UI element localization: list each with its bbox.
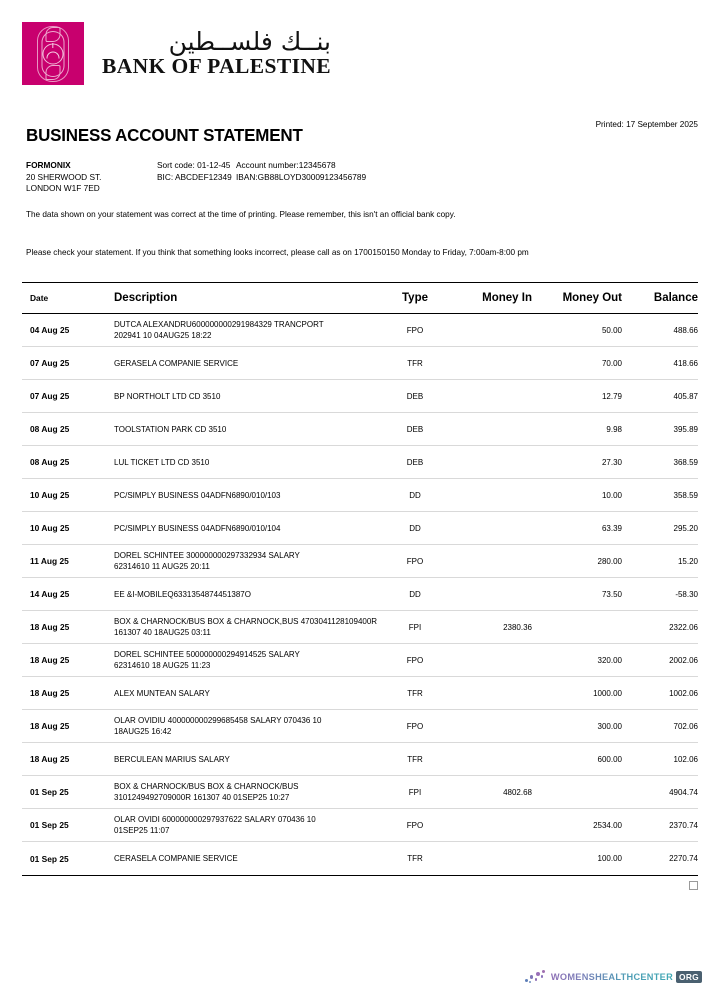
cell-balance: 358.59 xyxy=(673,490,698,500)
logo-emblem-dome-icon xyxy=(47,51,60,58)
column-header-balance: Balance xyxy=(653,292,698,304)
account-details-row-2 xyxy=(157,172,366,184)
cell-balance: 488.66 xyxy=(673,325,698,335)
cell-balance: 2370.74 xyxy=(669,820,698,830)
cell-type: FPO xyxy=(406,721,424,731)
cell-balance: 1002.06 xyxy=(669,688,698,698)
table-row xyxy=(22,446,698,479)
cell-type: FPI xyxy=(408,787,422,797)
cell-description-line1: BOX & CHARNOCK/BUS BOX & CHARNOCK/BUS xyxy=(114,782,299,791)
watermark-dots-icon xyxy=(524,969,550,985)
table-row xyxy=(22,314,698,347)
cell-description xyxy=(106,550,384,572)
cell-description xyxy=(106,523,384,534)
cell-balance: 702.06 xyxy=(673,721,698,731)
table-row xyxy=(22,578,698,611)
table-header-row xyxy=(22,283,698,313)
cell-description-line1: DOREL SCHINTEE 300000000297332934 SALARY xyxy=(114,551,300,560)
cell-description-line1: DUTCA ALEXANDRU600000000291984329 TRANCPORT xyxy=(114,320,324,329)
cell-description xyxy=(106,754,384,765)
bank-logo-mark-icon xyxy=(22,22,84,85)
cell-date: 01 Sep 25 xyxy=(30,853,69,864)
cell-description xyxy=(106,424,384,435)
cell-description-line1: BERCULEAN MARIUS SALARY xyxy=(114,754,230,764)
logo-leaf-bottom-icon xyxy=(46,65,61,80)
cell-date: 18 Aug 25 xyxy=(30,655,70,665)
table-row xyxy=(22,611,698,644)
cell-balance: 405.87 xyxy=(673,391,698,401)
cell-description-line1: TOOLSTATION PARK CD 3510 xyxy=(114,424,227,434)
cell-balance: 2270.74 xyxy=(669,854,698,863)
cell-type: DD xyxy=(409,523,421,533)
cell-money-out: 320.00 xyxy=(597,655,622,665)
site-watermark xyxy=(524,968,702,986)
cell-description-line1: PC/SIMPLY BUSINESS 04ADFN6890/010/103 xyxy=(114,490,281,500)
table-row xyxy=(22,809,698,842)
cell-date: 10 Aug 25 xyxy=(30,523,70,533)
cell-description-line1: DOREL SCHINTEE 500000000294914525 SALARY xyxy=(114,650,300,659)
cell-balance: -58.30 xyxy=(675,589,698,599)
cell-money-out: 1000.00 xyxy=(593,688,622,698)
cell-type: DEB xyxy=(406,457,424,467)
cell-money-out: 10.00 xyxy=(601,490,622,500)
cell-balance: 2322.06 xyxy=(669,622,698,632)
cell-balance: 15.20 xyxy=(677,556,698,566)
table-row xyxy=(22,743,698,776)
cell-balance: 102.06 xyxy=(673,754,698,764)
cell-type: DEB xyxy=(406,424,424,434)
cell-money-out: 27.30 xyxy=(601,457,622,467)
cell-money-out: 63.39 xyxy=(601,523,622,533)
cell-description-line1: BOX & CHARNOCK/BUS BOX & CHARNOCK,BUS 4703041128109400R xyxy=(114,617,378,626)
table-row xyxy=(22,644,698,677)
cell-date: 11 Aug 25 xyxy=(30,556,69,566)
cell-balance: 4904.74 xyxy=(669,787,698,797)
cell-type: DEB xyxy=(406,391,424,401)
watermark-org-badge: ORG xyxy=(676,971,702,982)
cell-type: DD xyxy=(409,589,421,599)
table-row xyxy=(22,545,698,578)
sort-code: Sort code: 01-12-45 xyxy=(157,160,231,170)
cell-date: 07 Aug 25 xyxy=(30,358,70,368)
cell-type: TFR xyxy=(407,854,423,863)
cell-date: 18 Aug 25 xyxy=(30,688,70,698)
column-header-type: Type xyxy=(402,292,428,304)
cell-type: FPO xyxy=(406,820,424,830)
cell-description-line1: BP NORTHOLT LTD CD 3510 xyxy=(114,391,221,401)
cell-description-line1: PC/SIMPLY BUSINESS 04ADFN6890/010/104 xyxy=(114,523,281,533)
cell-description-line2: 202941 10 04AUG25 18:22 xyxy=(114,331,212,340)
bic-code: BIC: ABCDEF12349 xyxy=(157,171,232,182)
cell-description xyxy=(106,649,384,671)
account-details-block xyxy=(157,160,366,183)
cell-description-line2: 62314610 18 AUG25 11:23 xyxy=(114,661,211,670)
table-row xyxy=(22,413,698,446)
cell-type: TFR xyxy=(407,688,423,698)
cell-balance: 418.66 xyxy=(673,358,698,368)
table-row xyxy=(22,710,698,743)
cell-balance: 395.89 xyxy=(673,424,698,434)
customer-address-block xyxy=(26,160,101,195)
cell-description xyxy=(106,616,384,638)
cell-description-line2: 62314610 11 AUG25 20:11 xyxy=(114,562,210,571)
table-row xyxy=(22,347,698,380)
customer-name: FORMONIX xyxy=(26,160,71,170)
cell-date: 18 Aug 25 xyxy=(30,622,70,632)
cell-description-line1: OLAR OVIDIU 400000000299685458 SALARY 070436 10 xyxy=(114,716,322,725)
cell-money-in: 4802.68 xyxy=(503,787,532,797)
cell-description xyxy=(106,853,384,864)
cell-description-line2: 01SEP25 11:07 xyxy=(114,826,170,835)
cell-description xyxy=(106,688,384,699)
customer-address-line2: LONDON W1F 7ED xyxy=(26,183,100,194)
cell-money-out: 300.00 xyxy=(597,721,622,731)
cell-description xyxy=(106,781,384,803)
cell-description-line1: OLAR OVIDI 600000000297937622 SALARY 070436 10 xyxy=(114,815,316,824)
cell-description xyxy=(106,319,384,341)
cell-description xyxy=(106,814,384,836)
logo-leaf-top-icon xyxy=(46,27,61,42)
cell-description xyxy=(106,358,384,369)
cell-date: 14 Aug 25 xyxy=(30,589,70,599)
cell-description-line2: 3101249492709000R 161307 40 01SEP25 10:27 xyxy=(114,793,290,802)
account-details-row-1 xyxy=(157,160,366,172)
page-title: BUSINESS ACCOUNT STATEMENT xyxy=(26,125,303,145)
cell-description-line2: 18AUG25 16:42 xyxy=(114,727,172,736)
cell-money-out: 100.00 xyxy=(597,854,622,863)
notice-printing-disclaimer: The data shown on your statement was correct at the time of printing. Please remember, this isn't an official bank copy. xyxy=(26,210,456,219)
cell-money-out: 280.00 xyxy=(597,556,622,566)
column-header-money-out: Money Out xyxy=(562,292,622,304)
table-bottom-rule xyxy=(22,875,698,876)
transactions-table xyxy=(22,282,698,876)
bank-logo-text xyxy=(102,29,331,78)
bank-logo xyxy=(22,22,331,85)
cell-description-line1: LUL TICKET LTD CD 3510 xyxy=(114,457,210,467)
table-row xyxy=(22,776,698,809)
cell-description xyxy=(106,391,384,402)
table-row xyxy=(22,479,698,512)
cell-balance: 2002.06 xyxy=(669,655,698,665)
bank-name-arabic: بنــك فلســطين xyxy=(168,27,332,57)
cell-date: 07 Aug 25 xyxy=(30,391,70,401)
cell-type: FPO xyxy=(406,556,424,566)
cell-money-out: 50.00 xyxy=(601,325,622,335)
column-header-date: Date xyxy=(30,293,49,303)
cell-description xyxy=(106,457,384,468)
cell-description-line1: EE &I-MOBILEQ6331354874451387O xyxy=(114,589,251,599)
printed-date: Printed: 17 September 2025 xyxy=(595,120,698,129)
table-row xyxy=(22,677,698,710)
cell-date: 10 Aug 25 xyxy=(30,490,70,500)
cell-date: 18 Aug 25 xyxy=(30,721,70,731)
column-header-description: Description xyxy=(114,291,178,304)
cell-description xyxy=(106,490,384,501)
cell-description-line2: 161307 40 18AUG25 03:11 xyxy=(114,628,211,637)
cell-type: FPI xyxy=(408,622,422,632)
cell-description-line1: CERASELA COMPANIE SERVICE xyxy=(114,854,238,863)
cell-description xyxy=(106,589,384,600)
cell-balance: 368.59 xyxy=(673,457,698,467)
page-marker-checkbox[interactable] xyxy=(689,881,698,890)
cell-money-out: 70.00 xyxy=(601,358,622,368)
cell-date: 01 Sep 25 xyxy=(30,820,69,830)
table-row xyxy=(22,842,698,875)
iban-code: IBAN:GB88LOYD30009123456789 xyxy=(236,171,367,182)
table-row xyxy=(22,380,698,413)
cell-date: 08 Aug 25 xyxy=(30,457,70,467)
cell-type: DD xyxy=(409,490,421,500)
column-header-money-in: Money In xyxy=(482,292,532,304)
cell-money-out: 73.50 xyxy=(601,589,622,599)
cell-money-out: 12.79 xyxy=(601,391,622,401)
cell-money-out: 9.98 xyxy=(606,424,622,434)
cell-money-out: 600.00 xyxy=(597,754,622,764)
cell-description-line1: GERASELA COMPANIE SERVICE xyxy=(114,358,239,368)
cell-date: 01 Sep 25 xyxy=(30,787,69,797)
account-number: Account number:12345678 xyxy=(236,160,336,170)
cell-money-out: 2534.00 xyxy=(593,820,622,830)
notice-contact-info: Please check your statement. If you think that something looks incorrect, please call as on 1700150150 Monday to Friday, 7:00am-8:00 pm xyxy=(26,248,529,257)
cell-money-in: 2380.36 xyxy=(503,622,532,632)
logo-emblem-stem xyxy=(52,43,53,48)
watermark-text: WOMENSHEALTHCENTER xyxy=(550,972,674,982)
cell-type: TFR xyxy=(407,754,423,764)
cell-date: 08 Aug 25 xyxy=(30,424,70,434)
table-body xyxy=(22,314,698,875)
cell-date: 04 Aug 25 xyxy=(30,325,70,335)
cell-type: FPO xyxy=(406,325,424,335)
cell-description-line1: ALEX MUNTEAN SALARY xyxy=(114,688,210,698)
cell-type: TFR xyxy=(407,358,423,368)
table-row xyxy=(22,512,698,545)
cell-description xyxy=(106,715,384,737)
bank-name-english: BANK OF PALESTINE xyxy=(102,54,332,79)
cell-date: 18 Aug 25 xyxy=(30,754,70,764)
cell-type: FPO xyxy=(406,655,424,665)
cell-balance: 295.20 xyxy=(673,523,698,533)
customer-address-line1: 20 SHERWOOD ST. xyxy=(26,171,102,182)
